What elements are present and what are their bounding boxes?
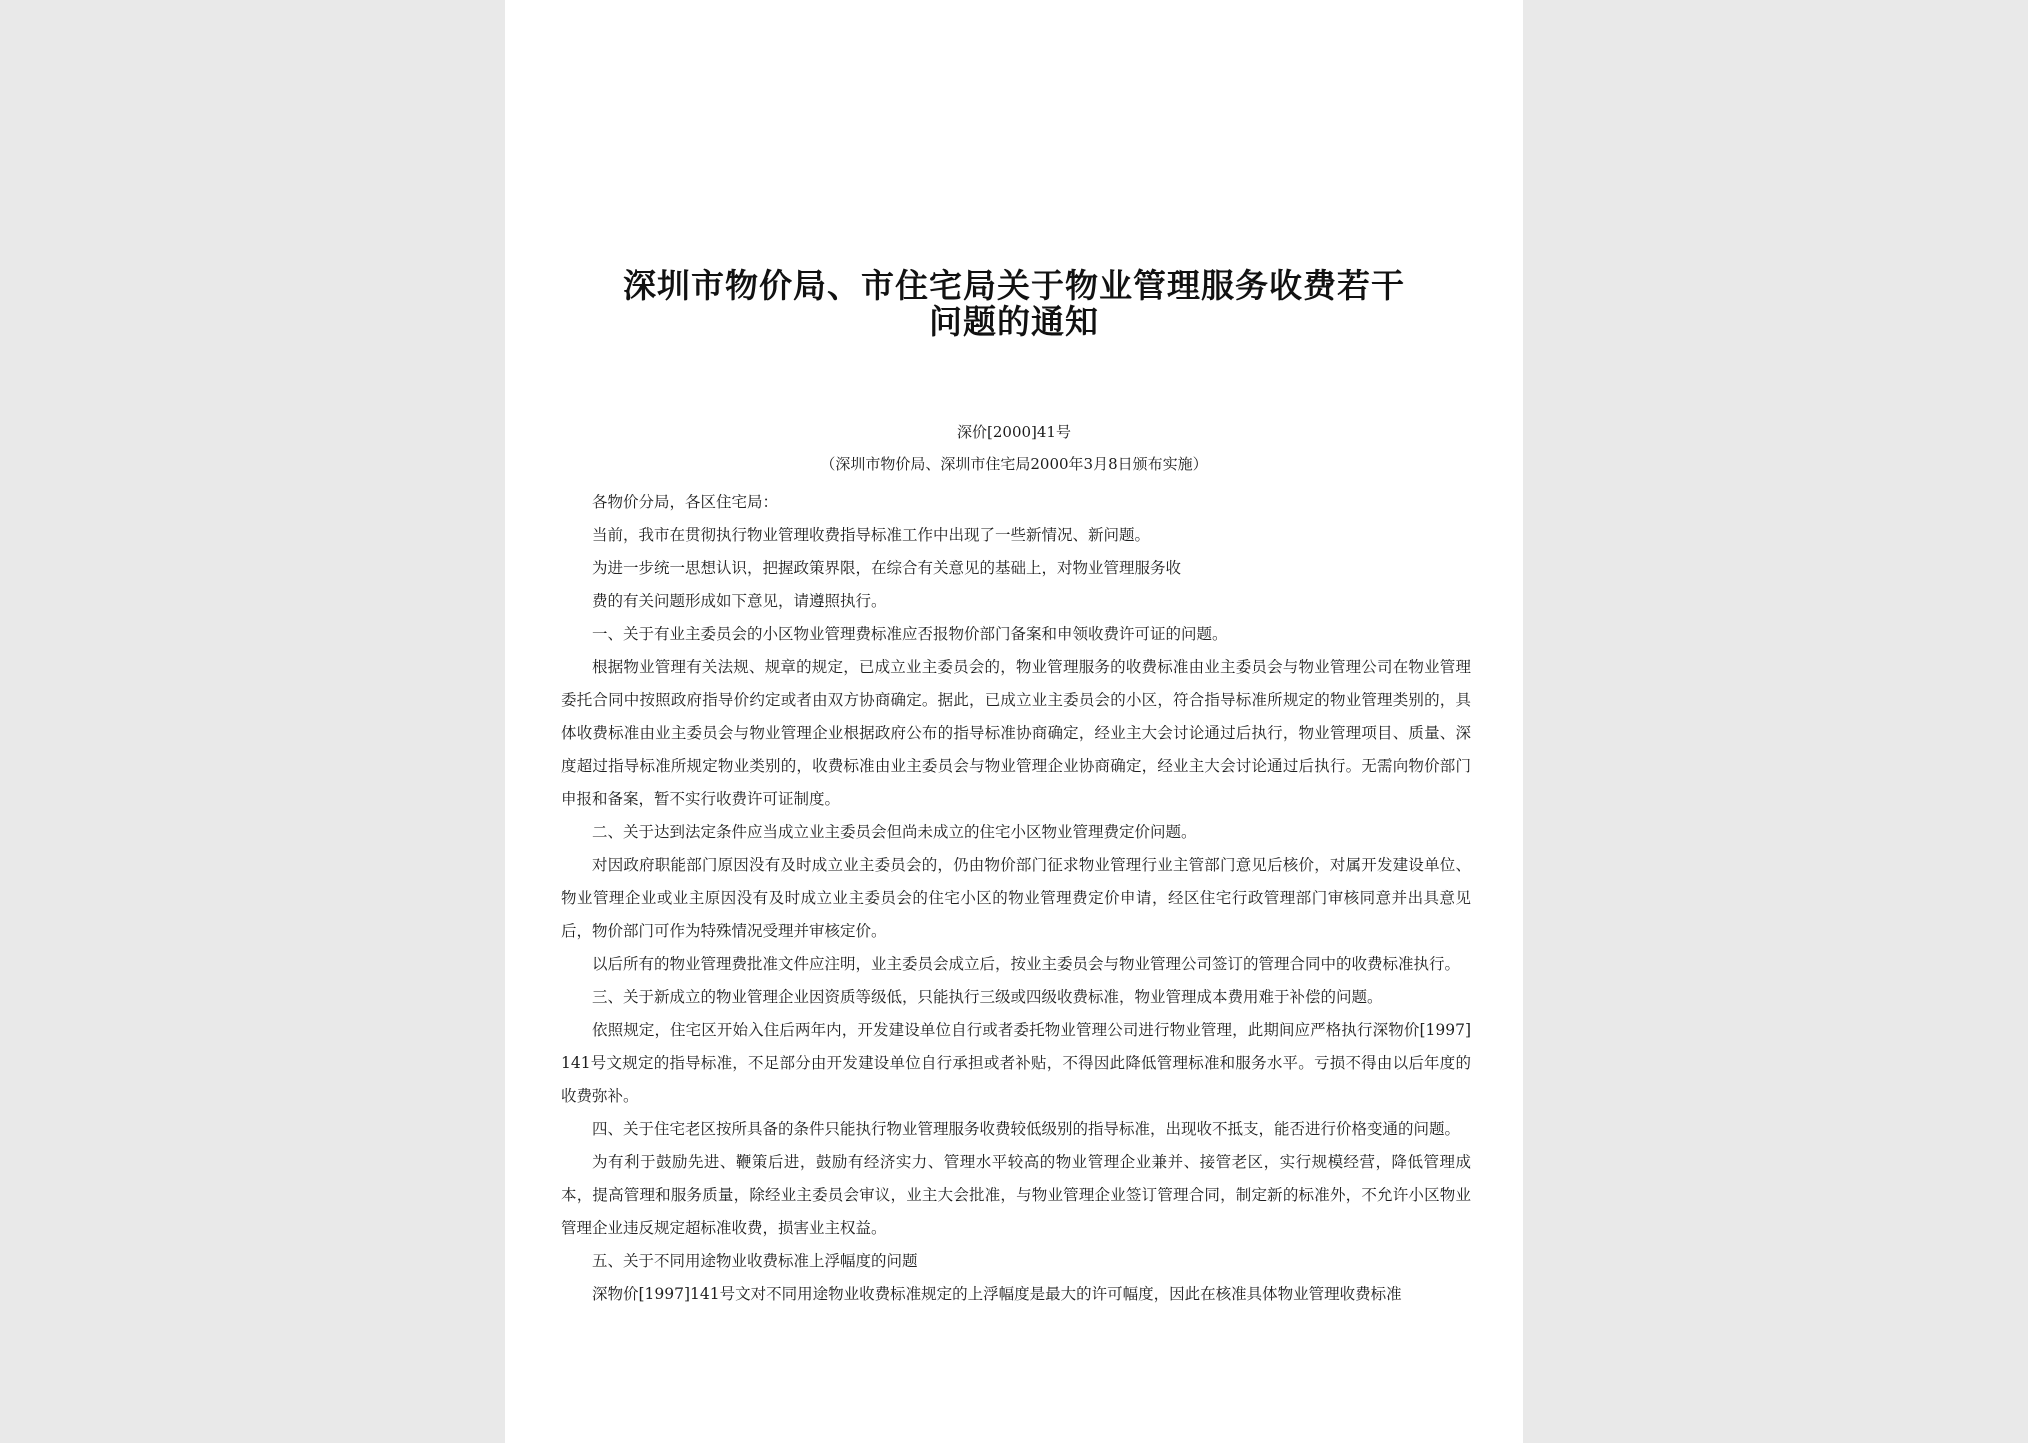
paragraph: 依照规定，住宅区开始入住后两年内，开发建设单位自行或者委托物业管理公司进行物业管理，此期间应严格执行深物价[1997]141号文规定的指导标准，不足部分由开发建设单位自行承担或者补贴，不得因此降低管理标准和服务水平。亏损不得由以后年度的收费弥补。	[561, 1021, 1471, 1105]
section-heading: 四、关于住宅老区按所具备的条件只能执行物业管理服务收费较低级别的指导标准，出现收不抵支，能否进行价格变通的问题。	[592, 1120, 1461, 1138]
issuer-note: （深圳市物价局、深圳市住宅局2000年3月8日颁布实施）	[820, 455, 1208, 473]
paragraph: 以后所有的物业管理费批准文件应注明，业主委员会成立后，按业主委员会与物业管理公司签订的管理合同中的收费标准执行。	[592, 955, 1461, 973]
paragraph: 当前，我市在贯彻执行物业管理收费指导标准工作中出现了一些新情况、新问题。	[592, 526, 1151, 544]
document-title-line-1: 深圳市物价局、市住宅局关于物业管理服务收费若干	[623, 266, 1405, 305]
paragraph: 深物价[1997]141号文对不同用途物业收费标准规定的上浮幅度是最大的许可幅度，因此在核准具体物业管理收费标准	[592, 1285, 1402, 1303]
document-page	[505, 0, 1523, 1443]
document-body	[561, 486, 1471, 1311]
section-heading: 一、关于有业主委员会的小区物业管理费标准应否报物价部门备案和申领收费许可证的问题。	[592, 625, 1228, 643]
paragraph: 为有利于鼓励先进、鞭策后进，鼓励有经济实力、管理水平较高的物业管理企业兼并、接管老区，实行规模经营，降低管理成本，提高管理和服务质量，除经业主委员会审议，业主大会批准，与物业管理企业签订管理合同，制定新的标准外，不允许小区物业管理企业违反规定超标准收费，损害业主权益。	[561, 1153, 1471, 1237]
paragraph: 对因政府职能部门原因没有及时成立业主委员会的，仍由物价部门征求物业管理行业主管部门意见后核价，对属开发建设单位、物业管理企业或业主原因没有及时成立业主委员会的住宅小区的物业管理费定价申请，经区住宅行政管理部门审核同意并出具意见后，物价部门可作为特殊情况受理并审核定价。	[561, 856, 1471, 940]
section-heading: 五、关于不同用途物业收费标准上浮幅度的问题	[592, 1252, 918, 1270]
section-heading: 二、关于达到法定条件应当成立业主委员会但尚未成立的住宅小区物业管理费定价问题。	[592, 823, 1197, 841]
paragraph: 为进一步统一思想认识，把握政策界限，在综合有关意见的基础上，对物业管理服务收	[592, 559, 1182, 577]
document-number: 深价[2000]41号	[957, 423, 1071, 441]
paragraph: 根据物业管理有关法规、规章的规定，已成立业主委员会的，物业管理服务的收费标准由业主委员会与物业管理公司在物业管理委托合同中按照政府指导价约定或者由双方协商确定。据此，已成立业主委员会的小区，符合指导标准所规定的物业管理类别的，具体收费标准由业主委员会与物业管理企业根据政府公布的指导标准协商确定，经业主大会讨论通过后执行，物业管理项目、质量、深度超过指导标准所规定物业类别的，收费标准由业主委员会与物业管理企业协商确定，经业主大会讨论通过后执行。无需向物价部门申报和备案，暂不实行收费许可证制度。	[561, 658, 1471, 808]
paragraph: 费的有关问题形成如下意见，请遵照执行。	[592, 592, 887, 610]
section-heading: 三、关于新成立的物业管理企业因资质等级低，只能执行三级或四级收费标准，物业管理成本费用难于补偿的问题。	[592, 988, 1383, 1006]
document-title-line-2: 问题的通知	[929, 302, 1099, 341]
salutation: 各物价分局，各区住宅局：	[592, 493, 779, 511]
